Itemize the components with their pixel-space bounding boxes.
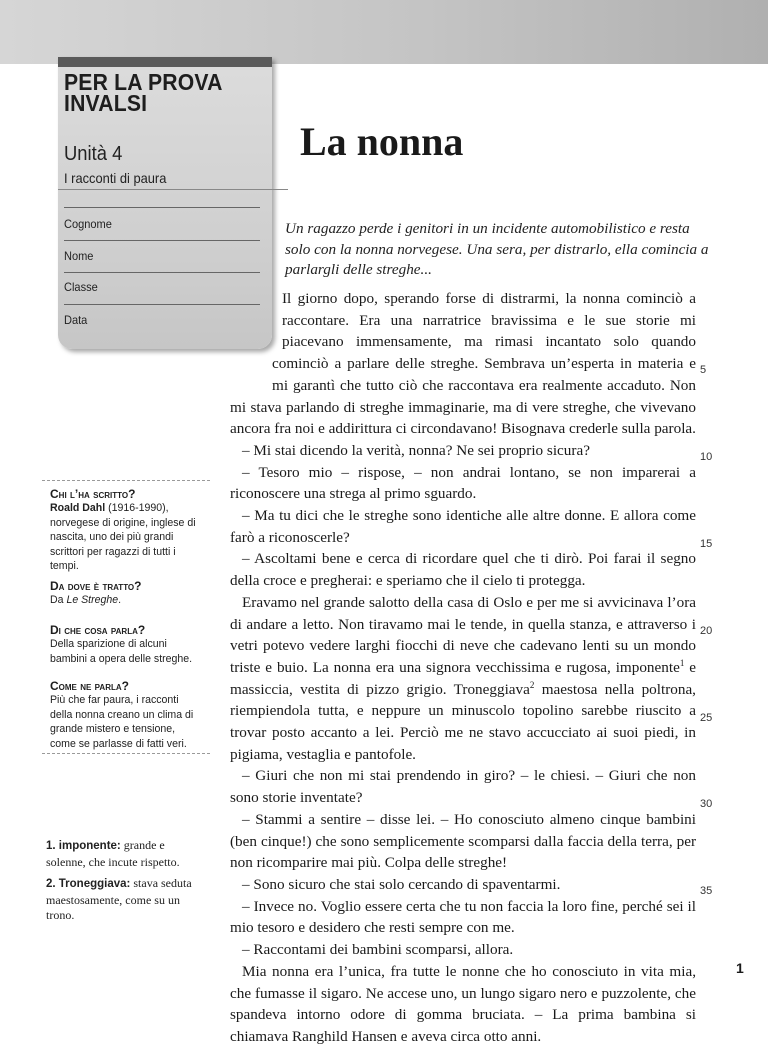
info-source <box>50 579 208 608</box>
info-topic <box>50 623 208 666</box>
unit-subtitle: I racconti di paura <box>64 170 167 186</box>
field-label-data: Data <box>64 313 88 327</box>
field-label-cognome: Cognome <box>64 217 112 231</box>
info-text: Più che far paura, i racconti della nonna creano un clima di grande mistero e tensione, come se parlasse di fatti veri. <box>50 694 194 750</box>
paragraph: – Ascoltami bene e cerca di ricordare quel che ti dirò. Poi farai il segno della croce e pregherai: e speriamo che il cielo ti protegga. <box>230 550 696 590</box>
text-indent-spacer <box>230 331 282 353</box>
info-box <box>42 480 210 754</box>
field-rule <box>64 207 260 208</box>
paragraph: – Sono sicuro che stai solo cercando di spaventarmi. <box>242 875 561 893</box>
story-text <box>230 288 696 1048</box>
info-heading: Di che cosa parla? <box>50 623 146 637</box>
source-end: . <box>118 594 122 606</box>
paragraph: – Mi stai dicendo la verità, nonna? Ne sei proprio sicura? <box>242 441 590 459</box>
line-number: 10 <box>700 451 713 463</box>
text-indent-spacer <box>230 353 272 375</box>
page-number: 1 <box>736 960 744 976</box>
source-prefix: Da <box>50 594 67 606</box>
paragraph: – Giuri che non mi stai prendendo in giro? – le chiesi. – Giuri che non sono storie inventate? <box>230 767 696 807</box>
paragraph: – Ma tu dici che le streghe sono identiche alle altre donne. E allora come farò a riconoscerle? <box>230 507 696 546</box>
info-heading: Come ne parla? <box>50 679 129 693</box>
footnote-definition: stava seduta maestosamente, come su un trono. <box>46 876 192 922</box>
paragraph: Il giorno dopo, sperando forse di distrarmi, la nonna cominciò a raccontare. Era una narratrice bravissima e le sue storie mi piacevano immensamente, ma rimasi incantato solo quando cominciò a parlare delle streghe. Sembrava un’esperta in materia e mi garantì che tutto ciò che raccontava era realmente accaduto. Non mi stava parlando di streghe immaginarie, ma di vere streghe, che vivevano ancora fra noi e addirittura ci circondavano! Bisognava crederle sulla parola. <box>230 290 696 438</box>
paragraph: – Raccontami dei bambini scomparsi, allora. <box>242 941 514 959</box>
section-title: PER LA PROVA INVALSI <box>64 69 222 116</box>
info-text: Della sparizione di alcuni bambini a opera delle streghe. <box>50 638 193 665</box>
footnote <box>46 876 206 924</box>
info-author <box>50 487 208 574</box>
source-title: Le Streghe <box>66 594 119 606</box>
footnotes <box>46 838 206 930</box>
card-top-bar <box>58 57 272 67</box>
field-label-classe: Classe <box>64 280 98 294</box>
footnote-mark: 2 <box>529 679 535 690</box>
card-separator <box>58 189 288 190</box>
page-title: La nonna <box>300 119 464 164</box>
line-number: 35 <box>700 885 713 897</box>
line-number: 20 <box>700 625 713 637</box>
author-name: Roald Dahl <box>50 502 106 514</box>
footnote-mark: 1 <box>679 657 685 668</box>
paragraph-part: maestosa nella poltrona, riempiendola tutta, e neppure un minuscolo topolino sarebbe riuscito a trovar posto accanto a lei. Perciò me ne stavo accucciato ai suoi piedi, in pigiama, vestaglia e pantofole. <box>230 680 696 763</box>
unit-label: Unità 4 <box>64 143 123 165</box>
info-style <box>50 679 208 751</box>
field-rule <box>64 240 260 241</box>
info-text <box>50 593 202 608</box>
paragraph-with-notes <box>230 592 696 766</box>
intro-text: Un ragazzo perde i genitori in un incidente automobilistico e resta solo con la nonna norvegese. Una sera, per distrarlo, ella comincia a parlargli delle streghe... <box>285 220 709 278</box>
footnote-definition: grande e solenne, che incute rispetto. <box>46 838 180 869</box>
top-band <box>0 0 768 64</box>
info-text <box>50 501 202 574</box>
footnote <box>46 838 206 870</box>
paragraph: – Tesoro mio – rispose, – non andrai lontano, se non imparerai a riconoscere una strega al primo sguardo. <box>230 463 696 503</box>
paragraph: – Invece no. Voglio essere certa che tu non faccia la loro fine, perché sei il mio tesoro e desidero che resti sempre con me. <box>230 897 696 937</box>
paragraph: – Stammi a sentire – disse lei. – Ho conosciuto almeno cinque bambini (ben cinque!) che sono semplicemente scomparsi dalla faccia della terra, per non ricomparire mai più. Colpa delle streghe! <box>230 810 696 872</box>
field-rule <box>64 272 260 273</box>
line-number: 5 <box>700 364 707 376</box>
info-heading: Da dove è tratto? <box>50 579 142 593</box>
text-indent-spacer <box>230 288 282 310</box>
line-number: 15 <box>700 538 713 550</box>
text-indent-spacer <box>230 310 282 332</box>
author-bio: (1916-1990), norvegese di origine, inglese di nascita, uno dei più grandi scrittori per ragazzi di tutti i tempi. <box>50 502 196 572</box>
paragraph-part: Eravamo nel grande salotto della casa di Oslo e per me si avvicinava l’ora di andare a letto. Non tiravamo mai le tende, in quella stanza, e attraverso i vetri potevo vedere larghi fiocchi di neve che cadevano lenti su un mondo triste e buio. La nonna era una signora vecchissima e rugosa, imponente <box>230 593 696 676</box>
paragraph: Mia nonna era l’unica, fra tutte le nonne che ho conosciuto in vita mia, che fumasse il sigaro. Ne accese uno, un lungo sigaro nero e puzzolente, che spandeva intorno odore di gomma bruciata. – La prima bambina si chiamava Ranghild Hansen e aveva circa otto anni. <box>230 962 696 1045</box>
footnote-term: 2. Troneggiava: <box>46 878 131 890</box>
text-indent-spacer <box>230 375 272 397</box>
field-label-nome: Nome <box>64 249 94 263</box>
footnote-term: 1. imponente: <box>46 840 121 852</box>
line-number: 30 <box>700 798 713 810</box>
paragraph-part: e massiccia, vestita di pizzo grigio. Troneggiava <box>230 658 696 698</box>
line-number: 25 <box>700 712 713 724</box>
info-heading: Chi l’ha scritto? <box>50 487 136 501</box>
